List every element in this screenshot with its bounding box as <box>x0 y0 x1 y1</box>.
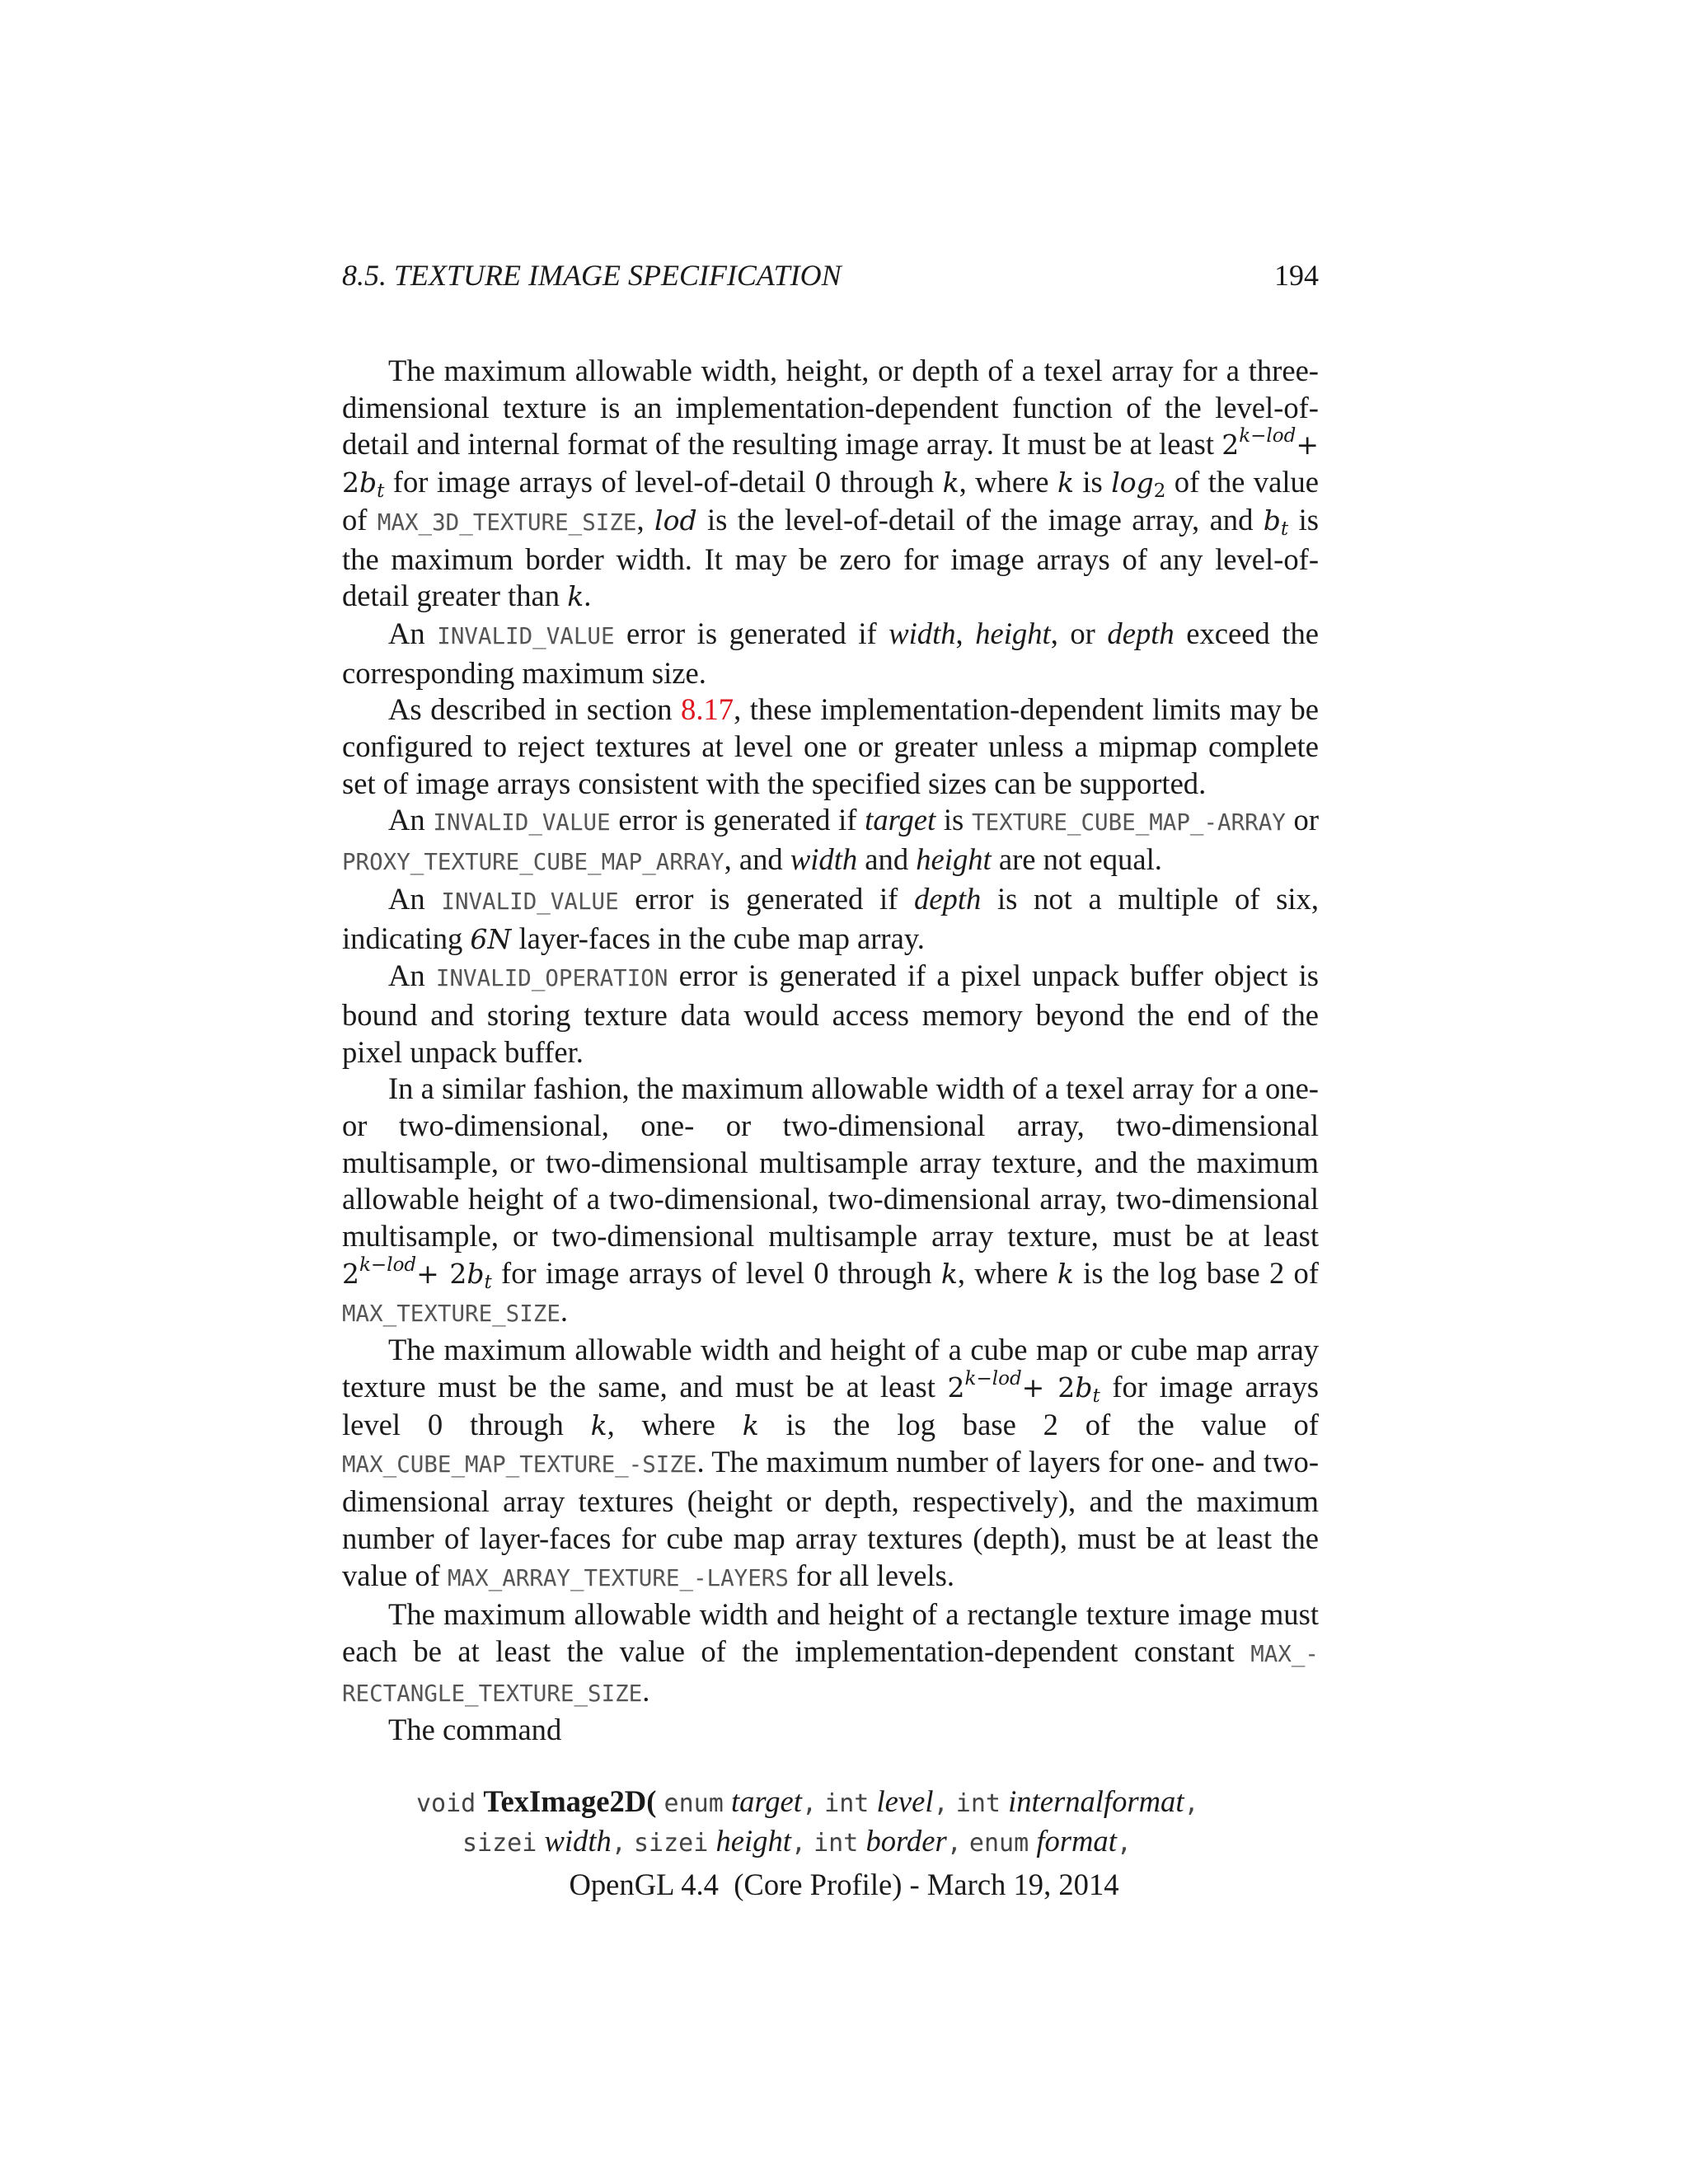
text-span: error is generated if a pixel unpack buffer object is bound and storing texture data would access memory beyond the end of the pixel unpack buffer. <box>342 958 1319 1069</box>
text-span: As described in section <box>388 692 682 727</box>
math-var: lod <box>654 504 697 537</box>
math-var: k <box>742 1408 759 1441</box>
type-int: int <box>955 1789 1001 1819</box>
text-span: exceed the corresponding maximum size. <box>342 616 1320 690</box>
math-exponent: k−lod <box>964 1367 1022 1390</box>
param-border: border <box>865 1823 947 1858</box>
token-max-rectangle-texture-size: MAX_-RECTANGLE_TEXTURE_SIZE <box>342 1640 1319 1707</box>
paragraph-invalid-value-size <box>342 616 1319 691</box>
param-width: width <box>544 1823 612 1858</box>
math-formula: + 2 <box>342 429 1319 499</box>
text-span: , these implementation-dependent limits may be configured to reject textures at level one or greater unless a mipmap complete set of image arrays consistent with the specified sizes can be supported. <box>342 692 1319 800</box>
text-span: for all levels. <box>788 1558 955 1592</box>
math-formula: 2 <box>342 1257 359 1290</box>
math-var: 6N <box>470 922 512 955</box>
text-span: . <box>584 579 592 613</box>
running-title: 8.5. TEXTURE IMAGE SPECIFICATION <box>342 259 842 292</box>
type-enum: enum <box>968 1828 1029 1858</box>
paragraph-max-texture-size <box>342 1071 1319 1332</box>
text-span: layer-faces in the cube map array. <box>511 921 925 955</box>
body-text <box>342 353 1319 1862</box>
math-formula: 2 <box>947 1371 965 1404</box>
math-subscript: t <box>377 480 385 503</box>
math-var: b <box>1075 1371 1093 1404</box>
token-proxy-texture-cube-map-array: PROXY_TEXTURE_CUBE_MAP_ARRAY <box>342 849 724 876</box>
type-enum: enum <box>663 1789 724 1819</box>
text-span: An <box>388 803 434 837</box>
text-span: or <box>1285 803 1320 837</box>
text-span: for image arrays level 0 through <box>342 1369 1319 1441</box>
math-var: k <box>942 466 959 499</box>
text-span: are not equal. <box>991 842 1162 877</box>
paragraph-invalid-operation <box>342 958 1319 1071</box>
math-num: 0 <box>814 466 832 499</box>
token-invalid-value: INVALID_VALUE <box>433 809 611 837</box>
param-height: height <box>975 616 1051 650</box>
text-span: , where <box>957 1255 1057 1290</box>
math-var: b <box>359 466 377 499</box>
text-span: and <box>857 842 917 877</box>
text-span: An <box>388 616 438 650</box>
math-subscript: 2 <box>1153 480 1166 503</box>
text-span: , or <box>1050 616 1108 650</box>
text-span: , and <box>724 842 790 877</box>
math-exponent: k−lod <box>359 1254 417 1276</box>
command-line-2 <box>416 1823 1319 1863</box>
text-span: The maximum allowable width and height of a cube map or cube map array texture must be the same, and must be at least <box>342 1333 1319 1404</box>
math-formula: + 2 <box>1021 1371 1076 1404</box>
math-var: k <box>567 580 584 613</box>
command-name: TexImage2D( <box>483 1784 657 1819</box>
param-target: target <box>865 803 936 837</box>
text-span: is the level-of-detail of the image array, and <box>696 502 1264 537</box>
text-span: . <box>560 1293 569 1328</box>
token-max-array-texture-layers: MAX_ARRAY_TEXTURE_-LAYERS <box>447 1564 789 1591</box>
page-header <box>342 258 1319 299</box>
comma: , <box>611 1828 626 1858</box>
token-invalid-value: INVALID_VALUE <box>437 622 615 649</box>
math-subscript: t <box>484 1271 492 1293</box>
comma: , <box>1184 1789 1199 1819</box>
paragraph-cube-map-array <box>342 802 1319 880</box>
math-formula: 2 <box>1221 429 1240 462</box>
math-subscript: t <box>1092 1385 1100 1407</box>
text-span: , <box>955 616 976 650</box>
command-line-1 <box>416 1783 1319 1823</box>
math-subscript: t <box>1280 518 1289 540</box>
paragraph-section-reference <box>342 691 1319 802</box>
page-number: 194 <box>1274 259 1319 292</box>
paragraph-max-3d-size <box>342 353 1319 616</box>
param-height: height <box>916 842 992 877</box>
math-exponent: k−lod <box>1239 425 1296 448</box>
math-formula: + 2 <box>416 1257 467 1290</box>
text-span: error is generated if <box>618 881 915 916</box>
paragraph-depth-multiple <box>342 881 1319 958</box>
paragraph-rectangle-texture <box>342 1596 1319 1712</box>
comma: , <box>790 1828 806 1858</box>
param-width: width <box>790 842 858 877</box>
text-span: An <box>388 881 442 916</box>
param-height: height <box>715 1823 791 1858</box>
text-span: . The maximum number of layers for one- and two-dimensional array textures (height or depth, respectively), and the maximum number of layer-faces for cube map array textures (depth), must be at least the value of <box>342 1445 1319 1592</box>
text-span: The maximum allowable width and height of a rectangle texture image must each be at least the value of the implementation-dependent constant <box>342 1597 1319 1668</box>
param-level: level <box>876 1784 934 1819</box>
text-span: is the maximum border width. It may be zero for image arrays of any level-of-detail greater than <box>342 502 1319 613</box>
token-invalid-operation: INVALID_OPERATION <box>435 965 668 992</box>
token-texture-cube-map-array: TEXTURE_CUBE_MAP_-ARRAY <box>972 809 1286 837</box>
token-max-cube-map-texture-size: MAX_CUBE_MAP_TEXTURE_-SIZE <box>342 1451 697 1479</box>
param-format: format <box>1036 1823 1117 1858</box>
paragraph-cube-map-size <box>342 1332 1319 1596</box>
text-span: for image arrays of level-of-detail <box>384 465 814 499</box>
paragraph-the-command: The command <box>388 1713 562 1747</box>
token-invalid-value: INVALID_VALUE <box>441 888 619 915</box>
text-span: of the value of <box>342 465 1320 537</box>
command-signature <box>342 1783 1319 1862</box>
text-span: is <box>1073 465 1112 499</box>
text-span: , <box>636 502 655 537</box>
text-span: . <box>642 1673 650 1708</box>
comma: , <box>946 1828 962 1858</box>
type-int: int <box>814 1828 859 1858</box>
type-sizei: sizei <box>462 1828 537 1858</box>
section-link[interactable]: 8.17 <box>681 692 734 727</box>
type-int: int <box>824 1789 870 1819</box>
param-internalformat: internalformat <box>1008 1784 1184 1819</box>
token-max-texture-size: MAX_TEXTURE_SIZE <box>342 1300 560 1327</box>
page-footer: OpenGL 4.4 (Core Profile) - March 19, 2014 <box>569 1868 1119 1901</box>
text-span: is not a multiple of six, indicating <box>342 881 1319 955</box>
math-var: b <box>467 1257 485 1290</box>
text-span: An <box>388 958 436 993</box>
param-width: width <box>889 616 956 650</box>
text-span: for image arrays of level 0 through <box>491 1255 941 1290</box>
text-span: error is generated if <box>610 803 865 837</box>
text-span: error is generated if <box>614 616 889 650</box>
math-var: k <box>940 1257 958 1290</box>
text-span: The maximum allowable width, height, or depth of a texel array for a three-dimensional texture is an implementation-dependent function of the level-of-detail and internal format of the resulting image array. It must be at least <box>342 354 1319 462</box>
math-var: b <box>1263 504 1281 537</box>
text-span: , where <box>607 1407 743 1441</box>
param-depth: depth <box>914 881 982 916</box>
comma: , <box>933 1789 949 1819</box>
math-var: k <box>1057 466 1074 499</box>
type-void: void <box>416 1789 476 1819</box>
param-target: target <box>730 1784 802 1819</box>
type-sizei: sizei <box>634 1828 709 1858</box>
text-span: In a similar fashion, the maximum allowable width of a texel array for a one- or two-dimensional, one- or two-dimensional array, two-dimensional multisample, or two-dimensional multisample array texture, and the maximum allowable height of a two-dimensional, two-dimensional array, two-dimensional multisample, or two-dimensional multisample array texture, must be at least <box>342 1071 1319 1254</box>
text-span: through <box>831 465 943 499</box>
math-var: k <box>590 1408 607 1441</box>
text-span: , where <box>959 465 1057 499</box>
math-var: k <box>1057 1257 1074 1290</box>
math-log: log <box>1111 466 1154 499</box>
text-span: is <box>935 803 973 837</box>
param-depth: depth <box>1107 616 1175 650</box>
comma: , <box>801 1789 818 1819</box>
token-max-3d-texture-size: MAX_3D_TEXTURE_SIZE <box>377 509 637 536</box>
comma: , <box>1116 1828 1132 1858</box>
text-span: is the log base 2 of <box>1073 1255 1319 1290</box>
text-span: is the log base 2 of the value of <box>758 1407 1319 1441</box>
